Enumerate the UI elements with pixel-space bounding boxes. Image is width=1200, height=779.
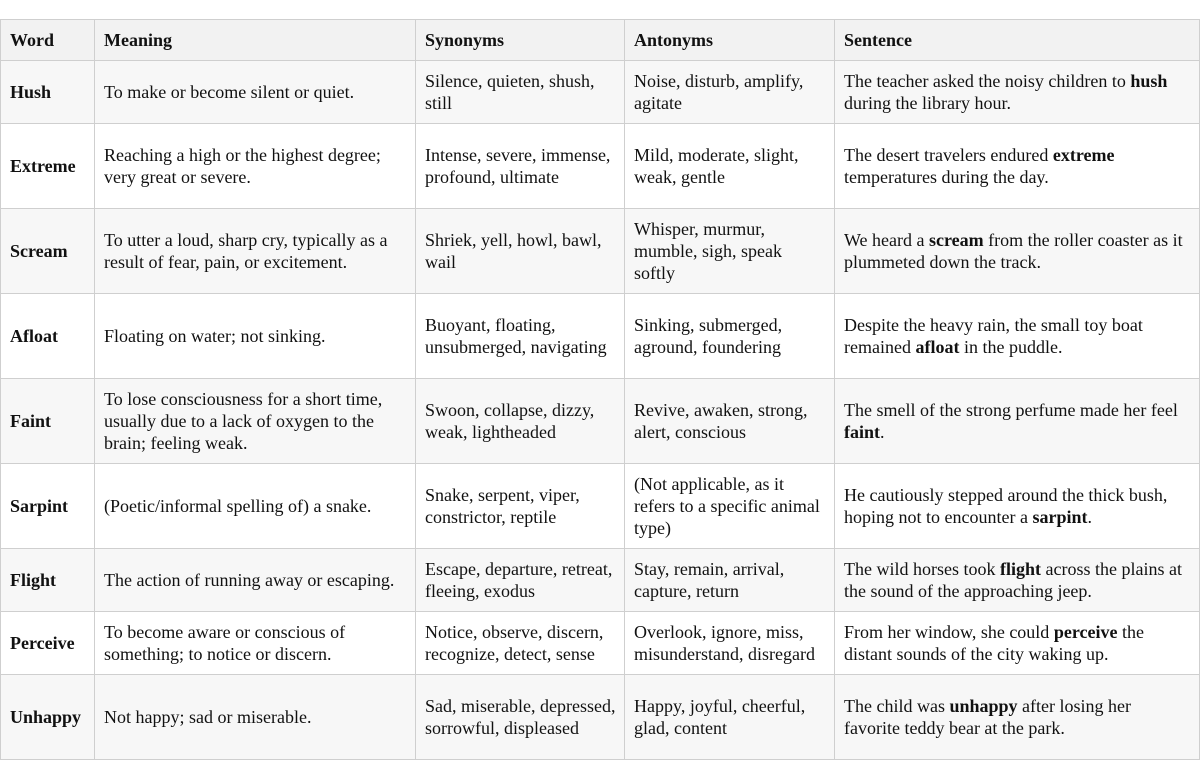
table-row [1,379,1200,464]
meaning-cell: (Poetic/informal spelling of) a snake. [95,464,416,549]
meaning-cell: To utter a loud, sharp cry, typically as a result of fear, pain, or excitement. [95,209,416,294]
sentence-text: Despite the heavy rain, the small toy boat remained [844,315,1143,357]
table-row [1,124,1200,209]
synonyms-cell: Escape, departure, retreat, fleeing, exodus [416,549,625,612]
table-body [1,61,1200,760]
table-row [1,209,1200,294]
sentence-keyword: hush [1130,71,1168,91]
antonyms-cell: (Not applicable, as it refers to a specific animal type) [625,464,835,549]
synonyms-cell: Sad, miserable, depressed, sorrowful, displeased [416,675,625,760]
word-cell: Hush [1,61,95,124]
sentence-keyword: sarpint [1032,507,1088,527]
word-cell: Unhappy [1,675,95,760]
sentence-cell [835,124,1200,209]
sentence-text: The wild horses took [844,559,1000,579]
meaning-cell: To become aware or conscious of something; to notice or discern. [95,612,416,675]
antonyms-cell: Mild, moderate, slight, weak, gentle [625,124,835,209]
meaning-cell: Reaching a high or the highest degree; very great or severe. [95,124,416,209]
sentence-text: We heard a [844,230,929,250]
sentence-text: temperatures during the day. [844,167,1049,187]
word-cell: Afloat [1,294,95,379]
antonyms-cell: Revive, awaken, strong, alert, conscious [625,379,835,464]
word-cell: Sarpint [1,464,95,549]
sentence-cell [835,675,1200,760]
header-sentence: Sentence [835,20,1200,61]
sentence-keyword: unhappy [949,696,1018,716]
sentence-cell [835,209,1200,294]
sentence-text: He cautiously stepped around the thick bush, hoping not to encounter a [844,485,1168,527]
synonyms-cell: Notice, observe, discern, recognize, detect, sense [416,612,625,675]
sentence-text: . [880,422,885,442]
header-meaning: Meaning [95,20,416,61]
sentence-cell [835,379,1200,464]
meaning-cell: To make or become silent or quiet. [95,61,416,124]
antonyms-cell: Happy, joyful, cheerful, glad, content [625,675,835,760]
antonyms-cell: Stay, remain, arrival, capture, return [625,549,835,612]
synonyms-cell: Silence, quieten, shush, still [416,61,625,124]
sentence-text: The teacher asked the noisy children to [844,71,1131,91]
sentence-cell [835,612,1200,675]
sentence-keyword: scream [929,230,984,250]
sentence-keyword: perceive [1053,622,1118,642]
sentence-cell [835,549,1200,612]
sentence-text: in the puddle. [959,337,1063,357]
sentence-text: The child was [844,696,950,716]
sentence-text: across the plains at the sound of the approaching jeep. [844,559,1182,601]
sentence-keyword: faint [844,422,880,442]
synonyms-cell: Shriek, yell, howl, bawl, wail [416,209,625,294]
antonyms-cell: Overlook, ignore, miss, misunderstand, disregard [625,612,835,675]
word-cell: Extreme [1,124,95,209]
header-word: Word [1,20,95,61]
header-antonyms: Antonyms [625,20,835,61]
table-header [1,20,1200,61]
sentence-cell [835,294,1200,379]
synonyms-cell: Snake, serpent, viper, constrictor, reptile [416,464,625,549]
vocabulary-table [0,19,1200,760]
table-row [1,612,1200,675]
antonyms-cell: Noise, disturb, amplify, agitate [625,61,835,124]
table-row [1,549,1200,612]
sentence-text: during the library hour. [844,93,1011,113]
word-cell: Faint [1,379,95,464]
table-row [1,675,1200,760]
table-row [1,294,1200,379]
synonyms-cell: Buoyant, floating, unsubmerged, navigating [416,294,625,379]
synonyms-cell: Swoon, collapse, dizzy, weak, lightheaded [416,379,625,464]
sentence-cell [835,61,1200,124]
antonyms-cell: Sinking, submerged, aground, foundering [625,294,835,379]
sentence-text: The desert travelers endured [844,145,1053,165]
table-row [1,61,1200,124]
sentence-text: From her window, she could [844,622,1054,642]
sentence-cell [835,464,1200,549]
sentence-keyword: flight [999,559,1041,579]
sentence-text: . [1087,507,1092,527]
synonyms-cell: Intense, severe, immense, profound, ultimate [416,124,625,209]
meaning-cell: Not happy; sad or miserable. [95,675,416,760]
header-row [1,20,1200,61]
antonyms-cell: Whisper, murmur, mumble, sigh, speak softly [625,209,835,294]
sentence-keyword: extreme [1052,145,1115,165]
header-synonyms: Synonyms [416,20,625,61]
meaning-cell: To lose consciousness for a short time, usually due to a lack of oxygen to the brain; feeling weak. [95,379,416,464]
sentence-text: after losing her favorite teddy bear at the park. [844,696,1131,738]
word-cell: Scream [1,209,95,294]
word-cell: Perceive [1,612,95,675]
word-cell: Flight [1,549,95,612]
vocabulary-table-container [0,19,1200,760]
meaning-cell: Floating on water; not sinking. [95,294,416,379]
sentence-text: from the roller coaster as it plummeted down the track. [844,230,1183,272]
sentence-keyword: afloat [915,337,960,357]
table-row [1,464,1200,549]
sentence-text: The smell of the strong perfume made her feel [844,400,1178,420]
sentence-text: the distant sounds of the city waking up. [844,622,1144,664]
meaning-cell: The action of running away or escaping. [95,549,416,612]
